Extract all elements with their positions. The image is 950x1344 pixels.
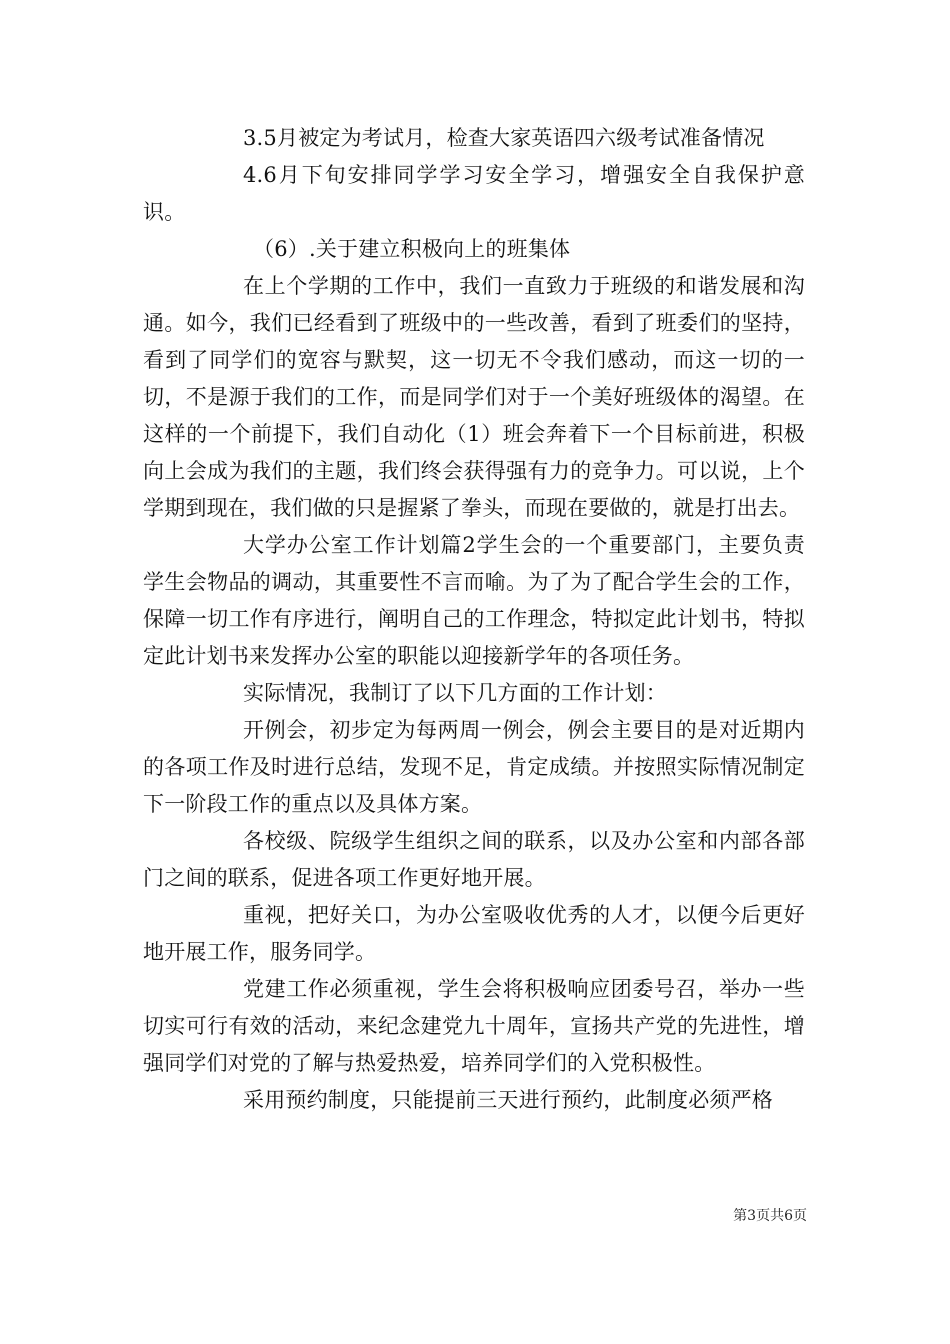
paragraph-recruitment: 重视，把好关口，为办公室吸收优秀的人才，以便今后更好地开展工作，服务同学。 bbox=[143, 903, 805, 964]
paragraph-office-plan-intro: 大学办公室工作计划篇2学生会的一个重要部门，主要负责学生会物品的调动，其重要性不言而喻。为了为了配合学生会的工作，保障一切工作有序进行，阐明自己的工作理念，特拟定此计划书，特拟定此计划书来发挥办公室的职能以迎接新学年的各项任务。 bbox=[143, 533, 805, 668]
paragraph-class-harmony: 在上个学期的工作中，我们一直致力于班级的和谐发展和沟通。如今，我们已经看到了班级中的一些改善，看到了班委们的坚持，看到了同学们的宽容与默契，这一切无不令我们感动，而这一切的一切，不是源于我们的工作，而是同学们对于一个美好班级体的渴望。在这样的一个前提下，我们自动化（1）班会奔着下一个目标前进，积极向上会成为我们的主题，我们终会获得强有力的竞争力。可以说，上个学期到现在，我们做的只是握紧了拳头，而现在要做的，就是打出去。 bbox=[143, 274, 805, 520]
section-heading-class-building: （6）.关于建立积极向上的班集体 bbox=[253, 237, 571, 261]
paragraph-exam-month: 3.5月被定为考试月，检查大家英语四六级考试准备情况 bbox=[243, 126, 765, 150]
page-number-footer: 第3页共6页 bbox=[733, 1208, 807, 1224]
document-body bbox=[143, 120, 805, 1119]
paragraph-organization-liaison: 各校级、院级学生组织之间的联系，以及办公室和内部各部门之间的联系，促进各项工作更好地开展。 bbox=[143, 829, 805, 890]
paragraph-reservation-system: 采用预约制度，只能提前三天进行预约，此制度必须严格 bbox=[243, 1088, 773, 1112]
paragraph-safety-study: 4.6月下旬安排同学学习安全学习，增强安全自我保护意识。 bbox=[143, 163, 805, 224]
paragraph-plan-overview: 实际情况，我制订了以下几方面的工作计划： bbox=[243, 681, 667, 705]
paragraph-regular-meetings: 开例会，初步定为每两周一例会，例会主要目的是对近期内的各项工作及时进行总结，发现不足，肯定成绩。并按照实际情况制定下一阶段工作的重点以及具体方案。 bbox=[143, 718, 805, 816]
paragraph-party-building: 党建工作必须重视，学生会将积极响应团委号召，举办一些切实可行有效的活动，来纪念建党九十周年，宣扬共产党的先进性，增强同学们对党的了解与热爱热爱，培养同学们的入党积极性。 bbox=[143, 977, 805, 1075]
